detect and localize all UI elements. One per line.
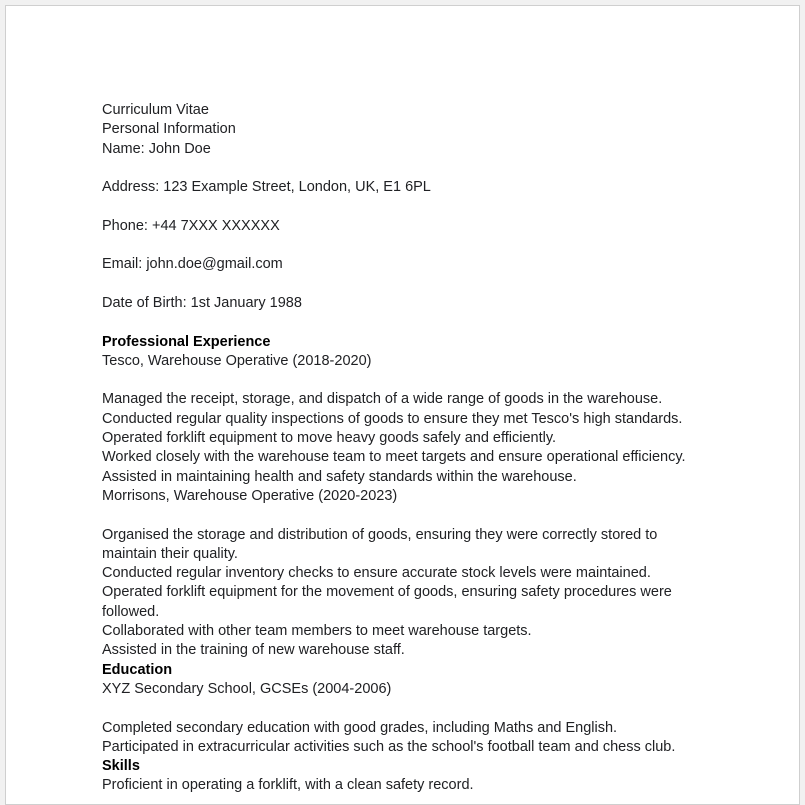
job-duty: Organised the storage and distribution of goods, ensuring they were correctly stored to: [102, 526, 658, 543]
education-detail: Completed secondary education with good grades, including Maths and English.: [102, 719, 618, 736]
job-duty: Managed the receipt, storage, and dispatch of a wide range of goods in the warehouse.: [102, 391, 663, 408]
job-title-morrisons: Morrisons, Warehouse Operative (2020-2023): [102, 487, 398, 504]
education-detail: Participated in extracurricular activities such as the school's football team and chess club.: [102, 738, 676, 755]
job-duty: Conducted regular inventory checks to ensure accurate stock levels were maintained.: [102, 565, 651, 582]
document-title: Curriculum Vitae: [102, 102, 209, 118]
job-duty: Collaborated with other team members to meet warehouse targets.: [102, 623, 532, 640]
dob-line: Date of Birth: 1st January 1988: [102, 294, 302, 311]
job-duty: Conducted regular quality inspections of goods to ensure they met Tesco's high standards.: [102, 410, 683, 427]
experience-heading: Professional Experience: [102, 333, 271, 350]
personal-info-heading: Personal Information: [102, 121, 236, 138]
skill-item: Proficient in operating a forklift, with a clean safety record.: [102, 777, 474, 794]
skills-heading: Skills: [102, 758, 140, 775]
name-line: Name: John Doe: [102, 140, 211, 157]
phone-line: Phone: +44 7XXX XXXXXX: [102, 217, 280, 234]
job-duty: Operated forklift equipment for the movement of goods, ensuring safety procedures were: [102, 584, 672, 601]
job-duty: Worked closely with the warehouse team to meet targets and ensure operational efficiency.: [102, 449, 686, 466]
document-body: [102, 101, 722, 796]
job-duty: Operated forklift equipment to move heavy goods safely and efficiently.: [102, 430, 557, 447]
document-page: [5, 5, 800, 805]
education-heading: Education: [102, 661, 173, 678]
job-duty: Assisted in the training of new warehouse staff.: [102, 642, 405, 659]
job-title-tesco: Tesco, Warehouse Operative (2018-2020): [102, 352, 372, 369]
job-duty: followed.: [102, 603, 160, 620]
address-line: Address: 123 Example Street, London, UK, E1 6PL: [102, 179, 431, 196]
email-line: Email: john.doe@gmail.com: [102, 256, 283, 273]
job-duty: Assisted in maintaining health and safety standards within the warehouse.: [102, 468, 577, 485]
school-line: XYZ Secondary School, GCSEs (2004-2006): [102, 680, 392, 697]
job-duty: maintain their quality.: [102, 545, 238, 562]
